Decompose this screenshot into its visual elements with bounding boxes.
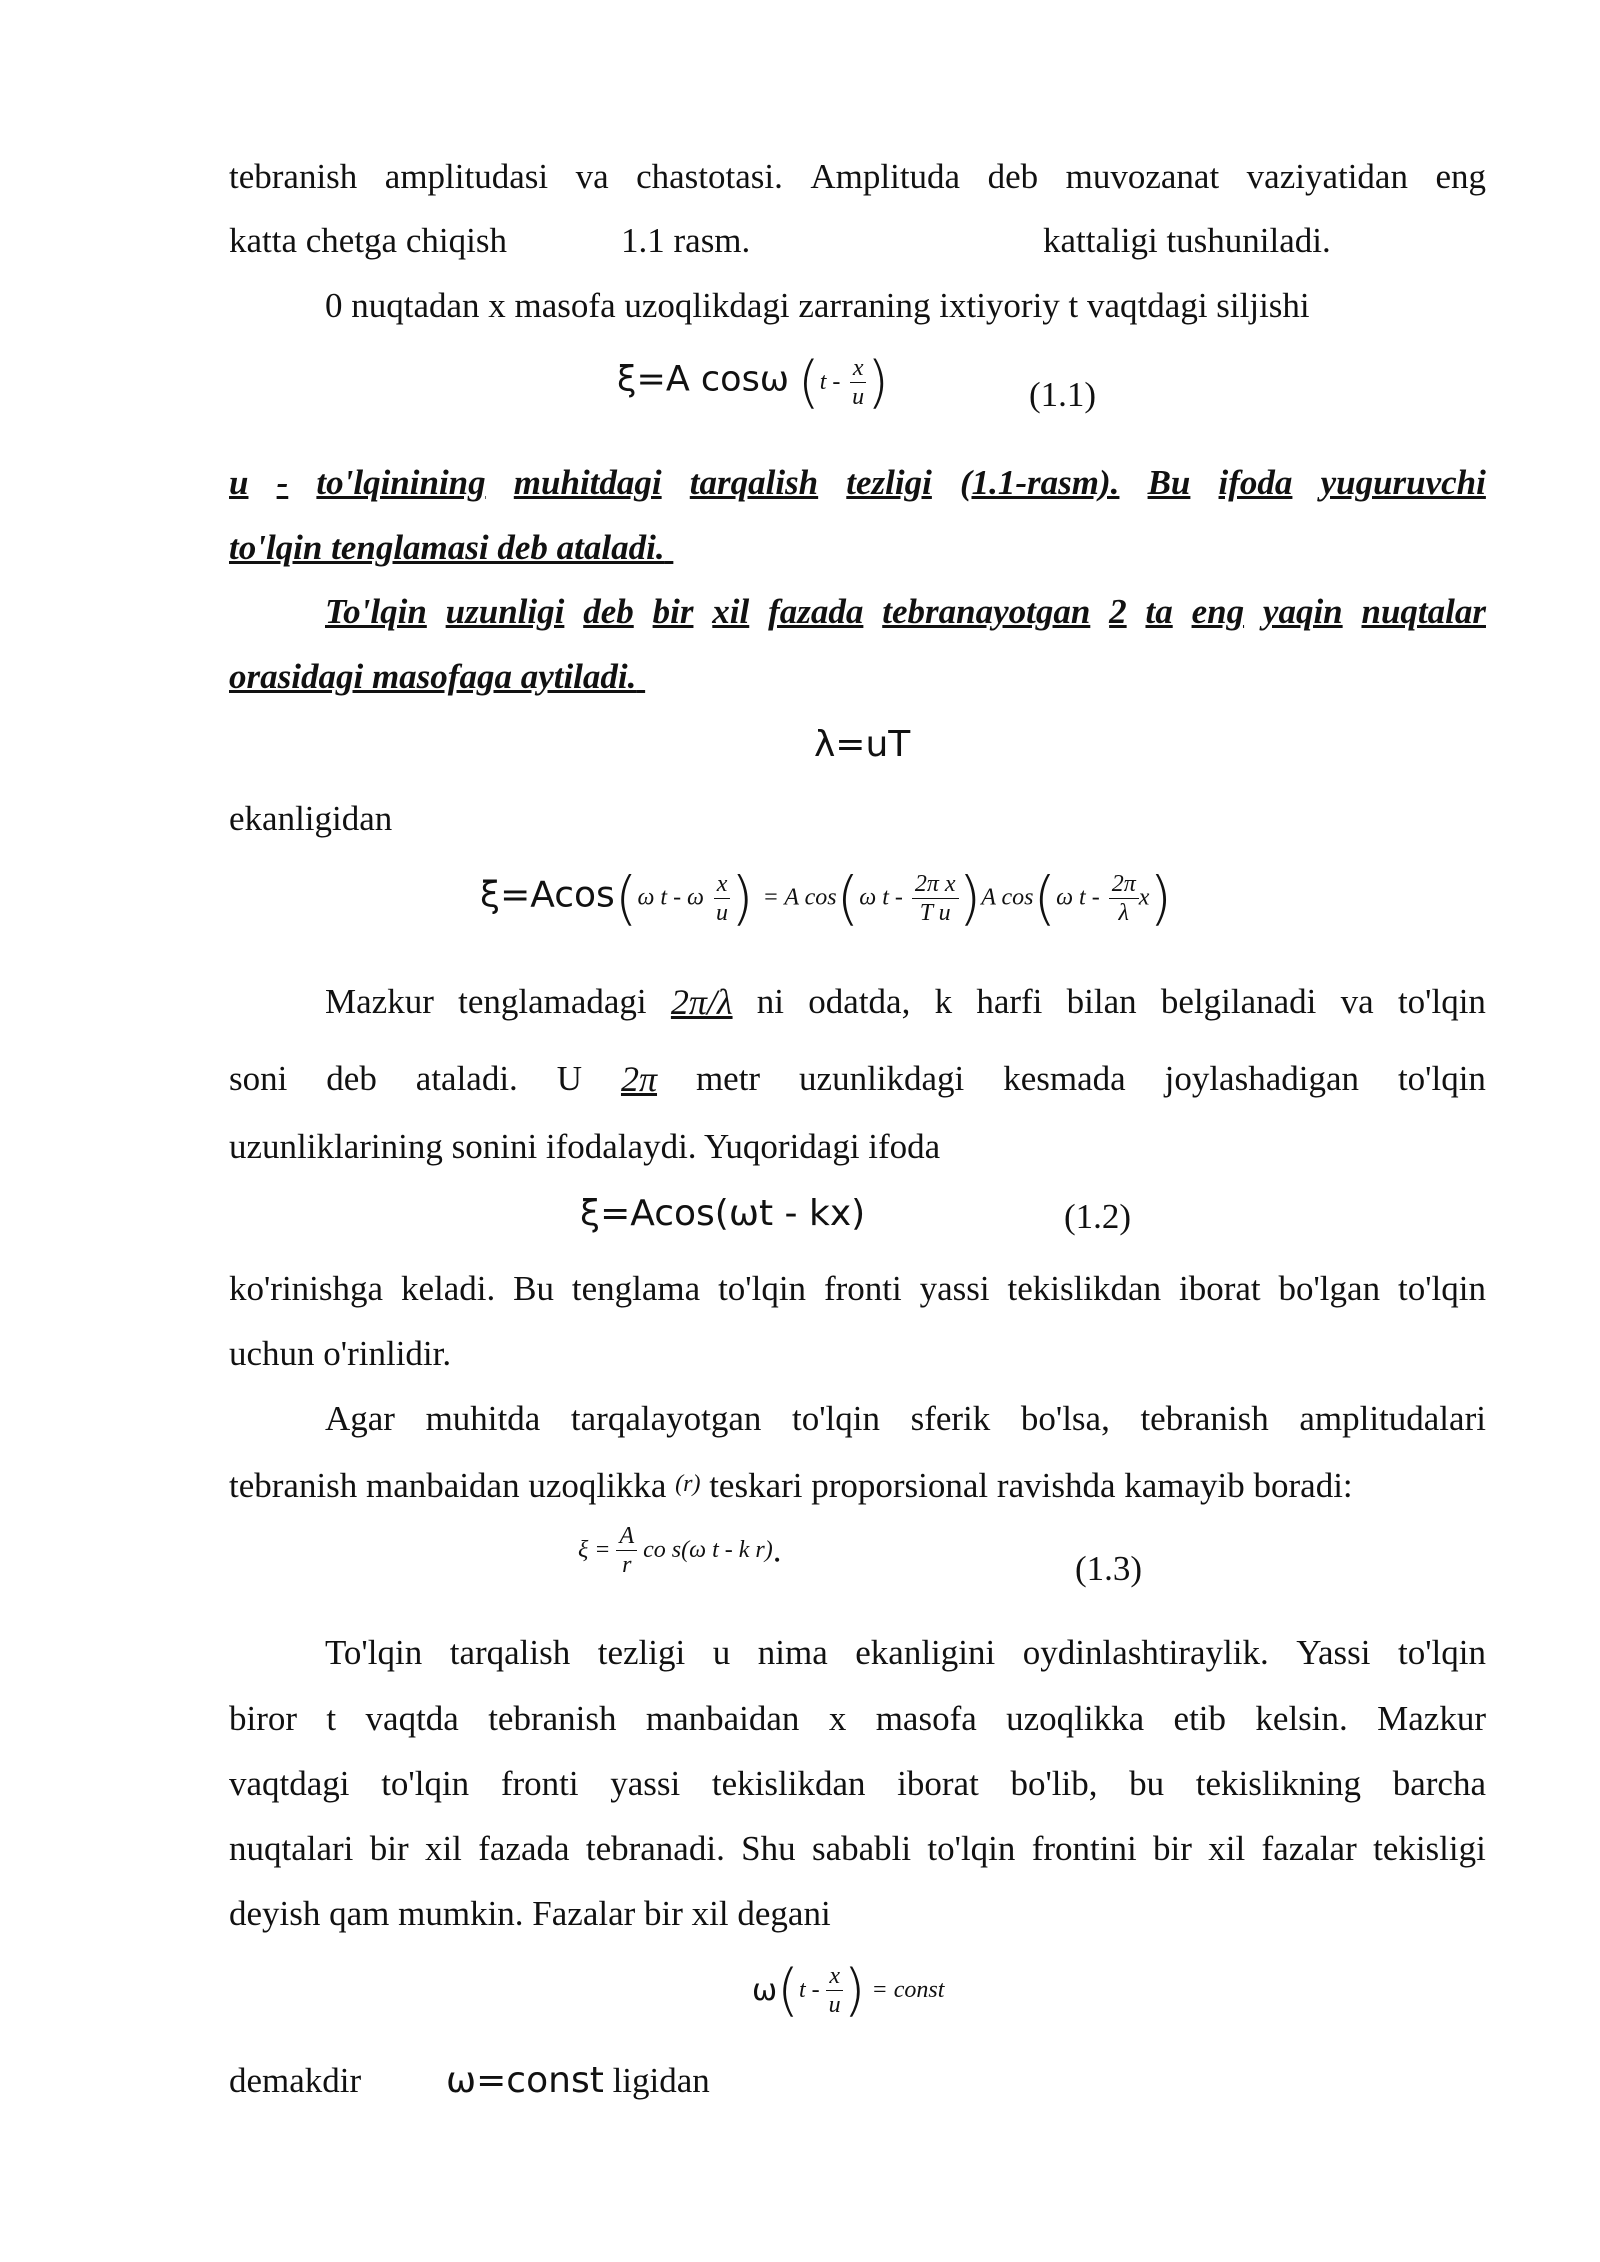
- numerator: 2π x: [912, 872, 959, 899]
- word: vaziyatidan: [1246, 157, 1408, 196]
- paren-open: (: [836, 864, 860, 932]
- word: tenglamadagi: [458, 982, 647, 1021]
- word: nuqtalari: [229, 1829, 354, 1868]
- equation-label: (1.1): [1029, 375, 1097, 414]
- word: ataladi.: [415, 1059, 518, 1098]
- word: tebranayotgan: [882, 592, 1091, 631]
- equation-term: co s(ω t - k r): [643, 1537, 773, 1563]
- word: Mazkur: [1377, 1699, 1486, 1738]
- word: xil: [1208, 1829, 1246, 1868]
- word: biror: [229, 1699, 298, 1738]
- word: nima: [757, 1633, 828, 1672]
- word: eng: [1191, 592, 1245, 631]
- denominator: r: [622, 1552, 632, 1578]
- word: (1.1-rasm).: [960, 463, 1120, 502]
- text-line: [229, 1462, 1353, 1508]
- equation-1-2: [580, 1193, 865, 1234]
- paragraph-line-emphasis: [325, 590, 1486, 634]
- word: fazalar: [1261, 1829, 1357, 1868]
- equation-label: (1.2): [1064, 1197, 1132, 1236]
- equation-term: x: [1138, 884, 1150, 911]
- paragraph-line: [325, 980, 1486, 1024]
- word: uzunligi: [445, 592, 565, 631]
- text-segment: teskari proporsional ravishda kamayib boradi:: [709, 1466, 1353, 1505]
- paren-close: ): [843, 1958, 866, 2023]
- word: Amplituda: [810, 157, 961, 196]
- equation-term: = A cos: [762, 884, 837, 911]
- word: x: [828, 1699, 847, 1738]
- equation-term: = const: [871, 1977, 945, 2003]
- text-segment: katta chetga chiqish: [229, 221, 507, 260]
- equation-lhs: ξ=A cosω: [617, 359, 790, 400]
- word: Agar: [325, 1399, 395, 1438]
- word: bo'lsa,: [1020, 1399, 1110, 1438]
- denominator: u: [852, 384, 865, 410]
- word: masofa: [875, 1699, 977, 1738]
- word: tebranish: [488, 1699, 617, 1738]
- word: xil: [424, 1829, 462, 1868]
- word: to'lqin: [1397, 1059, 1486, 1098]
- word: to'lqinining: [316, 463, 486, 502]
- equation-number: [1029, 373, 1096, 417]
- text-segment: to'lqin tenglamasi deb ataladi.: [229, 528, 665, 567]
- word: bu: [1129, 1764, 1165, 1803]
- text-line: [229, 219, 507, 263]
- paren-open: (: [1033, 864, 1057, 932]
- numerator: x: [850, 356, 867, 383]
- paragraph-line: [325, 1631, 1486, 1675]
- word: yaqin: [1262, 592, 1343, 631]
- text-line: [325, 284, 1310, 328]
- variable-r: (r): [675, 1471, 701, 1497]
- paragraph-line: [229, 1267, 1486, 1311]
- word: tarqalayotgan: [570, 1399, 762, 1438]
- equation-1-3: [578, 1524, 781, 1577]
- equation-term: A cos: [981, 884, 1034, 911]
- paren-close: ): [1149, 864, 1173, 932]
- word: eng: [1435, 157, 1486, 196]
- text-segment: tebranish manbaidan uzoqlikka: [229, 1466, 667, 1505]
- inline-math: 2π/λ: [670, 982, 733, 1022]
- word: to'lqin: [1397, 1269, 1486, 1308]
- word: ekanligini: [855, 1633, 996, 1672]
- word: muvozanat: [1065, 157, 1220, 196]
- inline-math: 2π: [620, 1059, 658, 1099]
- equation-number: [1075, 1547, 1142, 1591]
- paragraph-line: [325, 1397, 1486, 1441]
- text-segment: orasidagi masofaga aytiladi.: [229, 657, 637, 696]
- word: amplitudasi: [384, 157, 549, 196]
- denominator: T u: [919, 899, 951, 926]
- word: Shu: [741, 1829, 796, 1868]
- word: sferik: [910, 1399, 991, 1438]
- word: To'lqin: [325, 592, 427, 631]
- word: To'lqin: [325, 1633, 423, 1672]
- equation-text: λ=uT: [814, 724, 911, 765]
- text-line: [229, 1332, 451, 1376]
- word: to'lqin: [927, 1829, 1016, 1868]
- word: deb: [326, 1059, 377, 1098]
- equation-text: ξ=Acos(ωt - kx): [580, 1193, 866, 1234]
- word: joylashadigan: [1164, 1059, 1360, 1098]
- text-segment: kattaligi tushuniladi.: [1043, 221, 1331, 260]
- denominator: u: [716, 899, 729, 926]
- word: tezligi: [597, 1633, 686, 1672]
- word: 2: [1109, 592, 1127, 631]
- word: u: [229, 463, 249, 502]
- word: tekislikdan: [1007, 1269, 1162, 1308]
- word: bir: [652, 592, 694, 631]
- paragraph-line: [229, 1057, 1486, 1101]
- word: fazada: [478, 1829, 570, 1868]
- word: chastotasi.: [636, 157, 783, 196]
- word: keladi.: [400, 1269, 496, 1308]
- word: fronti: [500, 1764, 579, 1803]
- word: iborat: [1178, 1269, 1261, 1308]
- fraction: [849, 356, 867, 409]
- equation-expanded: [480, 864, 1172, 932]
- figure-caption: 1.1 rasm.: [621, 221, 751, 260]
- paragraph-line: [229, 1762, 1486, 1806]
- word: yassi: [610, 1764, 681, 1803]
- word: tebranish: [1140, 1399, 1269, 1438]
- word: nuqtalar: [1361, 592, 1486, 631]
- word: ni: [756, 982, 785, 1021]
- text-line: [446, 2059, 710, 2103]
- text-segment: uzunliklarining sonini ifodalaydi. Yuqoridagi ifoda: [229, 1127, 941, 1166]
- paragraph-line-emphasis: [229, 461, 1486, 505]
- equation-term: t -: [798, 1977, 820, 2003]
- word: odatda,: [808, 982, 911, 1021]
- equation-inline: ω=const: [446, 2060, 604, 2101]
- word: ta: [1145, 592, 1173, 631]
- word: tenglama: [571, 1269, 701, 1308]
- word: U: [556, 1059, 583, 1098]
- word: Yassi: [1296, 1633, 1371, 1672]
- text-segment: ekanligidan: [229, 799, 393, 838]
- word: oydinlashtiraylik.: [1022, 1633, 1269, 1672]
- text-segment: uchun o'rinlidir.: [229, 1334, 452, 1373]
- word: tekislikdan: [711, 1764, 866, 1803]
- word: Mazkur: [325, 982, 434, 1021]
- equation-term: ω t - ω: [637, 884, 705, 911]
- word: yuguruvchi: [1320, 463, 1486, 502]
- word: barcha: [1392, 1764, 1486, 1803]
- equation-lhs: ξ =: [578, 1537, 611, 1563]
- text-segment: deyish qam mumkin. Fazalar bir xil degani: [229, 1894, 831, 1933]
- fraction: [616, 1524, 637, 1577]
- numerator: 2π: [1109, 872, 1139, 899]
- equation-1-1: [617, 350, 889, 415]
- numerator: A: [616, 1524, 637, 1551]
- equation-term: t -: [819, 369, 841, 395]
- text-line: [229, 797, 392, 841]
- equation-label: (1.3): [1075, 1549, 1143, 1588]
- word: bo'lib,: [1010, 1764, 1098, 1803]
- word: iborat: [897, 1764, 979, 1803]
- word: fazada: [768, 592, 864, 631]
- word: belgilanadi: [1160, 982, 1317, 1021]
- word: vaqtda: [365, 1699, 459, 1738]
- figure-reference: [621, 219, 750, 263]
- equation-phase-constant: [752, 1958, 944, 2023]
- word: vaqtdagi: [229, 1764, 350, 1803]
- word: k: [934, 982, 953, 1021]
- paren-open: (: [797, 350, 820, 415]
- paren-close: ): [958, 864, 982, 932]
- equation-term: .: [772, 1530, 782, 1570]
- numerator: x: [714, 872, 731, 899]
- word: etib: [1173, 1699, 1227, 1738]
- word: bo'lgan: [1278, 1269, 1381, 1308]
- word: uzoqlikka: [1006, 1699, 1145, 1738]
- paren-close: ): [867, 350, 890, 415]
- paragraph-line: [229, 1827, 1486, 1871]
- word: tebranish: [229, 157, 358, 196]
- text-line: [229, 1125, 940, 1169]
- paragraph-line: [229, 1697, 1486, 1741]
- text-line-emphasis: [229, 655, 645, 699]
- word: xil: [712, 592, 750, 631]
- word: deb: [583, 592, 634, 631]
- word: muhitdagi: [513, 463, 662, 502]
- paren-close: ): [731, 864, 754, 932]
- word: to'lqin: [381, 1764, 470, 1803]
- word: fronti: [823, 1269, 902, 1308]
- word: tekisligi: [1373, 1829, 1486, 1868]
- word: harfi: [976, 982, 1043, 1021]
- word: to'lqin: [1398, 1633, 1486, 1672]
- paren-open: (: [614, 864, 638, 932]
- word: t: [326, 1699, 337, 1738]
- paragraph-line: [229, 155, 1486, 199]
- word: frontini: [1031, 1829, 1137, 1868]
- word: metr: [695, 1059, 761, 1098]
- word: kelsin.: [1255, 1699, 1348, 1738]
- word: deb: [987, 157, 1039, 196]
- word: bir: [369, 1829, 409, 1868]
- word: u: [712, 1633, 731, 1672]
- text-line-emphasis: [229, 526, 673, 570]
- denominator: λ: [1118, 899, 1129, 926]
- equation-wavelength: [814, 724, 910, 765]
- fraction: [713, 872, 731, 925]
- numerator: x: [826, 1964, 843, 1991]
- word: soni: [229, 1059, 288, 1098]
- word: tarqalish: [689, 463, 819, 502]
- word: to'lqin: [791, 1399, 880, 1438]
- text-segment: demakdir: [229, 2061, 362, 2100]
- fraction: [826, 1964, 844, 2017]
- equation-term: ω: [752, 1973, 778, 2008]
- word: ko'rinishga: [229, 1269, 384, 1308]
- text-segment: 0 nuqtadan x masofa uzoqlikdagi zarraning ixtiyoriy t vaqtdagi siljishi: [325, 286, 1310, 325]
- word: amplitudalari: [1299, 1399, 1486, 1438]
- word: va: [1340, 982, 1374, 1021]
- text-line: [229, 2059, 361, 2103]
- equation-term: ω t -: [1056, 884, 1100, 911]
- paren-open: (: [777, 1958, 799, 2023]
- word: ifoda: [1218, 463, 1293, 502]
- word: tebranadi.: [585, 1829, 725, 1868]
- word: Bu: [513, 1269, 554, 1308]
- fraction: [1109, 872, 1139, 925]
- text-segment: ligidan: [603, 2061, 710, 2100]
- word: tekislikning: [1195, 1764, 1362, 1803]
- word: bilan: [1066, 982, 1137, 1021]
- denominator: u: [828, 1992, 841, 2018]
- word: kesmada: [1003, 1059, 1126, 1098]
- word: yassi: [919, 1269, 990, 1308]
- word: manbaidan: [645, 1699, 800, 1738]
- word: muhitda: [425, 1399, 541, 1438]
- word: tarqalish: [449, 1633, 571, 1672]
- text-line: [229, 1892, 831, 1936]
- word: -: [276, 463, 289, 502]
- word: to'lqin: [1397, 982, 1486, 1021]
- fraction: [912, 872, 959, 925]
- word: tezligi: [846, 463, 932, 502]
- word: bir: [1153, 1829, 1192, 1868]
- text-line: [1043, 219, 1331, 263]
- word: va: [575, 157, 609, 196]
- word: uzunlikdagi: [799, 1059, 965, 1098]
- word: Bu: [1147, 463, 1191, 502]
- equation-term: ω t -: [859, 884, 903, 911]
- equation-lhs: ξ=Acos: [480, 874, 615, 916]
- equation-number: [1064, 1195, 1131, 1239]
- word: to'lqin: [718, 1269, 807, 1308]
- word: sababli: [811, 1829, 912, 1868]
